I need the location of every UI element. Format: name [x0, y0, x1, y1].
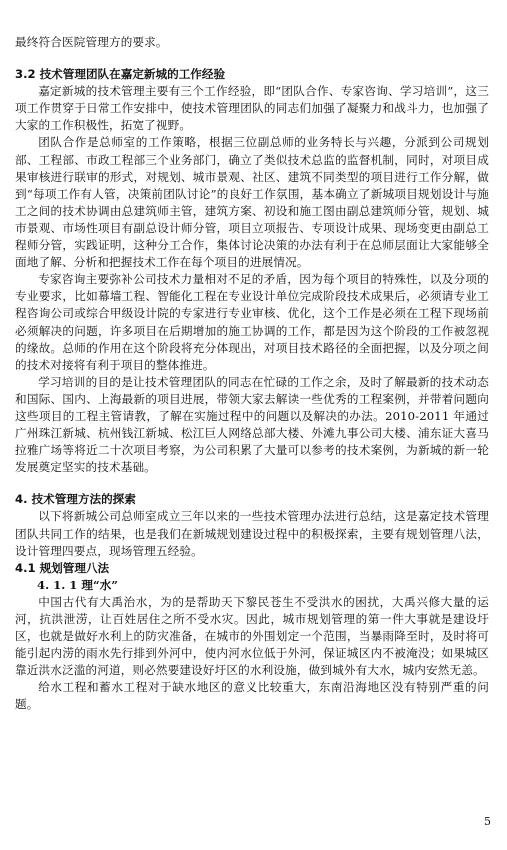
section-3-2-paragraph: 嘉定新城的技术管理主要有三个工作经验，即“团队合作、专家咨询、学习培训”，这三项工作贯穿于日常工作安排中，使技术管理团队的同志们加强了凝聚力和战斗力，也加强了大家的工作积极性，拓宽了视野。 — [15, 84, 489, 133]
section-4-1-1-paragraph: 中国古代有大禹治水，为的是帮助天下黎民苍生不受洪水的困扰，大禹兴修大量的运河，抗洪泄涝，让百姓居住之所不受水灾。因此，城市规划管理的第一件大事就是建设圩区，也就是做好水利上的防灾准备，在城市的外围划定一个范围，当暴雨降至时，及时将可能引起内涝的雨水先行排到外河中，使内河水位低于外河，保证城区内不被淹没；如果城区靠近洪水泛滥的河道，则必然要建设好圩区的水利设施，做到城外有大水，城内安然无恙。 — [15, 594, 489, 678]
section-4-paragraph: 以下将新城公司总师室成立三年以来的一些技术管理办法进行总结，这是嘉定技术管理团队共同工作的结果，也是我们在新城规划建设过程中的积极探索，主要有规划管理八法，设计管理四要点，现场管理五经验。 — [15, 509, 489, 558]
section-3-2-paragraph: 专家咨询主要弥补公司技术力量相对不足的矛盾，因为每个项目的特殊性，以及分项的专业要求，比如幕墙工程、智能化工程在专业设计单位完成阶段技术成果后，必须请专业工程咨询公司或综合甲级设计院的专家进行专业审核、优化，这个工作是必须在工程下现场前必须解决的问题，许多项目在后期增加的施工协调的工作，都是因为这个阶段的工作被忽视的缘故。总师的作用在这个阶段将充分体现出，对项目技术路径的全面把握，以及分项之间的技术对接将有利于项目的整体推进。 — [15, 272, 489, 372]
top-line: 最终符合医院管理方的要求。 — [15, 35, 168, 49]
page-number: 5 — [484, 815, 491, 828]
page-content — [15, 34, 489, 714]
section-4-1-1-heading: 4. 1. 1 理“水” — [37, 577, 118, 592]
section-4-heading: 4. 技术管理方法的探索 — [15, 492, 136, 507]
spacer — [15, 51, 489, 66]
spacer — [15, 476, 489, 491]
section-4-1-heading: 4.1 规划管理八法 — [15, 560, 110, 575]
section-3-2-heading: 3.2 技术管理团队在嘉定新城的工作经验 — [15, 67, 226, 82]
section-4-1-1-paragraph: 给水工程和蓄水工程对于缺水地区的意义比较重大，东南沿海地区没有特别严重的问题。 — [15, 680, 489, 712]
section-3-2-paragraph: 团队合作是总师室的工作策略，根据三位副总师的业务特长与兴趣，分派到公司规划部、工程部、市政工程部三个业务部门，确立了类似技术总监的监督机制，同时，对项目成果审核进行联审的形式，对规划、城市景观、社区、建筑不同类型的项目进行工作分解，做到“每项工作有人管，决策前团队讨论”的良好工作氛围，基本确立了新城项目规划设计与施工之间的技术协调由总建筑师主管，建筑方案、初设和施工图由副总建筑师分管，规划、城市景观、市场性项目有副总设计师分管，项目立项报告、专项设计成果、现场变更由副总工程师分管，实践证明，这种分工合作，集体讨论决策的办法有利于在总师层面让大家能够全面地了解、分析和把握技术工作在每个项目的进展情况。 — [15, 135, 489, 270]
section-3-2-paragraph: 学习培训的目的是让技术管理团队的同志在忙碌的工作之余，及时了解最新的技术动态和国际、国内、上海最新的项目进展，带领大家去解读一些优秀的工程案例，并带着问题向这些项目的工程主管请教，了解在实施过程中的问题以及解决的办法。2010-2011 年通过广州珠江新城、杭州钱江新城、松江巨人网络总部大楼、外滩九事公司大楼、浦东证大喜马拉雅广场等将近二十次项目考察，为公司积累了大量可以参考的技术案例，为新城的新一轮发展奠定坚实的技术基础。 — [15, 374, 489, 475]
